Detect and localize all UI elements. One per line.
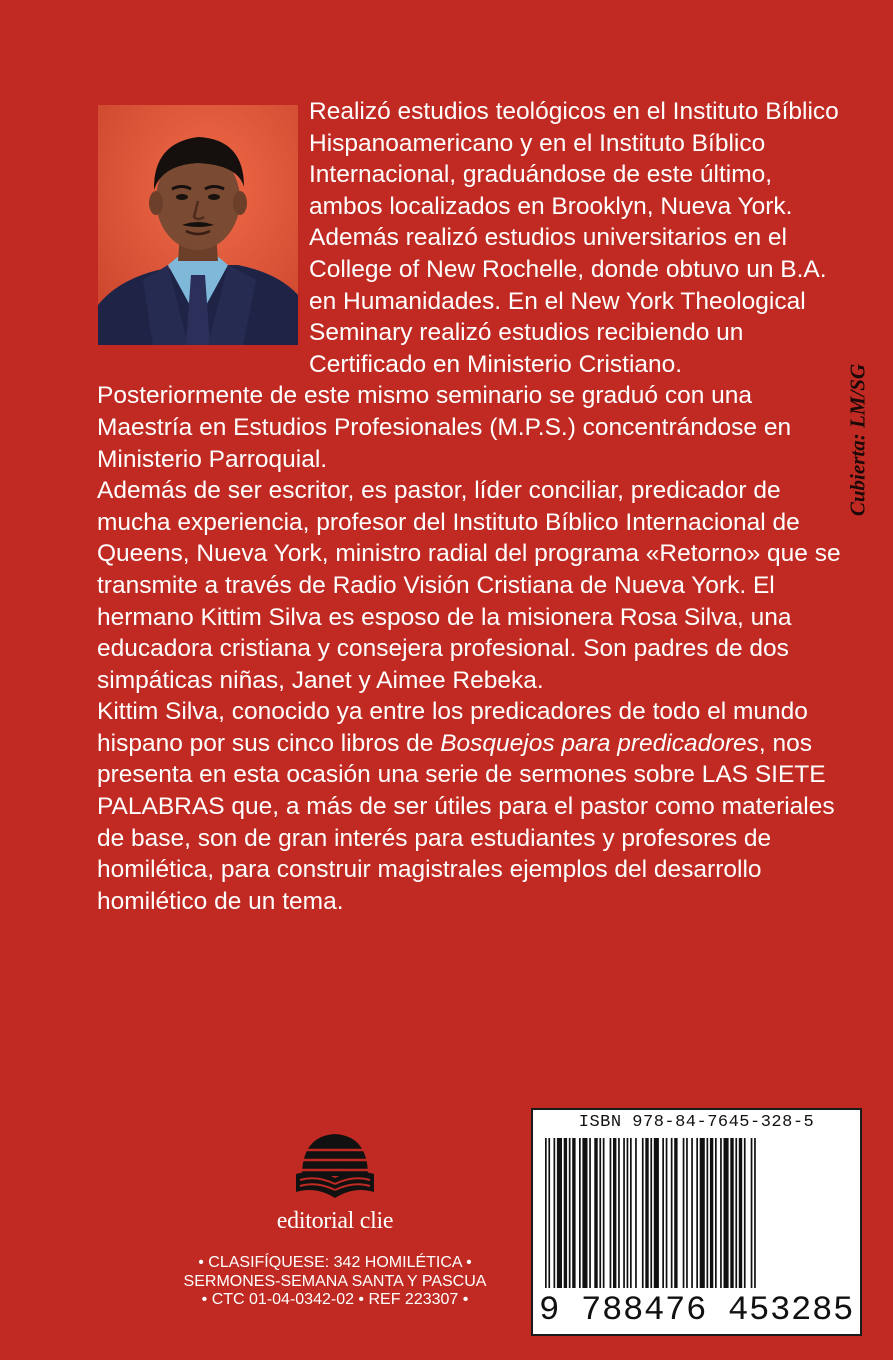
classification-line-3: • CTC 01-04-0342-02 • REF 223307 • xyxy=(201,1291,469,1308)
barcode-bar xyxy=(730,1138,733,1288)
barcode-bar xyxy=(683,1138,685,1288)
isbn-label: ISBN 978-84-7645-328-5 xyxy=(578,1113,815,1132)
bio-paragraph-4 xyxy=(97,696,842,917)
barcode-bar xyxy=(630,1138,632,1288)
barcode-bar xyxy=(635,1138,637,1288)
barcode-bar xyxy=(642,1138,644,1288)
book-series-title: Bosquejos para predicadores xyxy=(440,729,759,757)
barcode-bar xyxy=(569,1138,571,1288)
barcode-bar xyxy=(707,1138,709,1288)
barcode-bar xyxy=(589,1138,591,1288)
barcode-bar xyxy=(696,1138,698,1288)
barcode-bar xyxy=(618,1138,620,1288)
barcode-bar xyxy=(654,1138,659,1288)
classification-block xyxy=(160,1254,510,1310)
barcode-bar xyxy=(710,1138,713,1288)
barcode-bar xyxy=(579,1138,581,1288)
photo-spacer xyxy=(97,96,309,350)
bio-paragraph-4-end: , nos presenta en esta ocasión una serie de sermones sobre LAS SIETE PALABRAS que, a más de ser útiles para el pastor como materiales de base, son de gran interés para estudiantes y profesores de homilética, para construir magistrales ejemplos del desarrollo homilético de un tema. xyxy=(97,729,835,915)
barcode-bar xyxy=(735,1138,737,1288)
barcode-bar xyxy=(691,1138,693,1288)
barcode-bar xyxy=(613,1138,616,1288)
barcode-bar xyxy=(650,1138,652,1288)
barcode-bar xyxy=(700,1138,705,1288)
bio-paragraph-1-text: Realizó estudios teológicos en el Instituto Bíblico Hispanoamericano y en el Instituto Bíblico Internacional, graduándose de este último, ambos localizados en Brooklyn, Nueva York. Además realizó estudios universitarios en el College of New Rochelle, donde obtuvo un B.A. en Humanidades. En el New York Theological Seminary realizó estudios recibiendo un Certificado en Ministerio Cristiano. xyxy=(309,98,839,378)
barcode-bar xyxy=(627,1138,629,1288)
barcode-bar xyxy=(603,1138,605,1288)
barcode-bar xyxy=(751,1138,753,1288)
barcode-bar xyxy=(724,1138,729,1288)
barcode-bars xyxy=(543,1138,851,1288)
barcode-bar xyxy=(545,1138,547,1288)
bio-paragraph-4-start: Kittim Silva, conocido ya entre los predicadores de todo el mundo hispano por sus cinco libros de xyxy=(97,698,808,757)
barcode-bar xyxy=(662,1138,664,1288)
barcode-bar xyxy=(623,1138,625,1288)
barcode-bar xyxy=(572,1138,575,1288)
publisher-name: editorial clie xyxy=(276,1208,394,1234)
barcode-bar xyxy=(645,1138,648,1288)
classification-line-1: • CLASIFÍQUESE: 342 HOMILÉTICA • xyxy=(198,1254,472,1271)
barcode-bar xyxy=(599,1138,601,1288)
barcode-bar xyxy=(557,1138,562,1288)
barcode-bar xyxy=(594,1138,597,1288)
ean-number: 9 788476 453285 xyxy=(538,1292,855,1330)
barcode-bar xyxy=(754,1138,756,1288)
barcode-bar xyxy=(715,1138,717,1288)
barcode-bar xyxy=(610,1138,612,1288)
classification-line-2: SERMONES-SEMANA SANTA Y PASCUA xyxy=(183,1272,487,1290)
bio-paragraph-1 xyxy=(97,96,842,380)
barcode-bar xyxy=(739,1138,742,1288)
barcode-bar xyxy=(554,1138,556,1288)
cover-credit: Cubierta: LM/SG xyxy=(845,363,870,517)
barcode-bar xyxy=(671,1138,673,1288)
barcode-bar xyxy=(666,1138,668,1288)
barcode-bar xyxy=(744,1138,746,1288)
barcode-bar xyxy=(564,1138,567,1288)
barcode-bar xyxy=(548,1138,550,1288)
barcode-bar xyxy=(686,1138,688,1288)
bio-paragraph-2: Posteriormente de este mismo seminario se graduó con una Maestría en Estudios Profesionales (M.P.S.) concentrándose en Ministerio Parroquial. xyxy=(97,382,792,473)
author-biography xyxy=(97,96,842,917)
open-book-globe-icon xyxy=(290,1128,380,1208)
barcode-bar xyxy=(720,1138,722,1288)
barcode-bar xyxy=(674,1138,677,1288)
isbn-barcode xyxy=(531,1108,862,1336)
barcode-bar xyxy=(582,1138,587,1288)
bio-paragraph-3: Además de ser escritor, es pastor, líder conciliar, predicador de mucha experiencia, profesor del Instituto Bíblico Internacional de Queens, Nueva York, ministro radial del programa «Retorno» que se transmite a través de Radio Visión Cristiana de Nueva York. El hermano Kittim Silva es esposo de la misionera Rosa Silva, una educadora cristiana y consejera profesional. Son padres de dos simpáticas niñas, Janet y Aimee Rebeka. xyxy=(97,477,841,694)
